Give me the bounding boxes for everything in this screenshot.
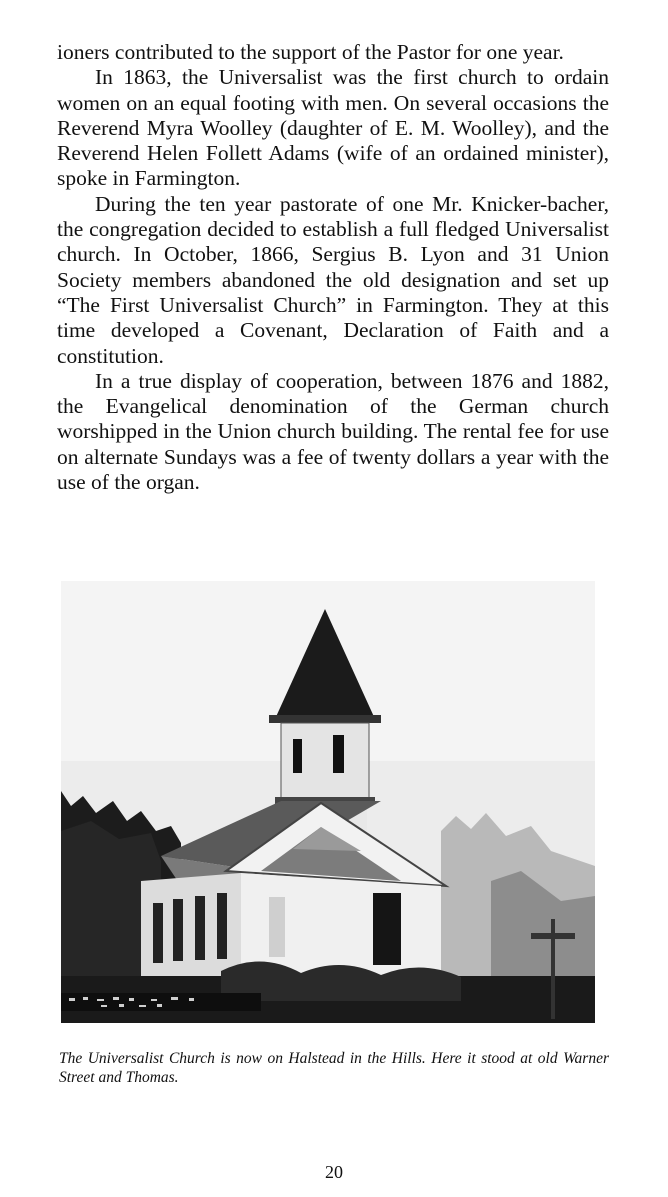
paragraph-2: In 1863, the Universalist was the first church to ordain women on an equal footing with men. On several occasions the Reverend Myra Woolley (daughter of E. M. Woolley), and the Reverend Helen Follett Adams (wife of an ordained minister), spoke in Farmington.	[57, 65, 609, 191]
paragraph-4: In a true display of cooperation, between 1876 and 1882, the Evangelical denomination of the German church worshipped in the Union church building. The rental fee for use on alternate Sundays was a fee of twenty dollars a year with the use of the organ.	[57, 368, 609, 495]
church-door	[373, 893, 401, 965]
body-text	[57, 40, 609, 495]
paragraph-1: ioners contributed to the support of the Pastor for one year.	[57, 40, 564, 64]
church-photo-drawing	[61, 581, 595, 1023]
church-photo	[61, 581, 595, 1023]
photo-caption: The Universalist Church is now on Halstead in the Hills. Here it stood at old Warner Street and Thomas.	[59, 1050, 609, 1086]
page-number: 20	[325, 1162, 343, 1182]
paragraph-3: During the ten year pastorate of one Mr. Knicker-bacher, the congregation decided to establish a full fledged Universalist church. In October, 1866, Sergius B. Lyon and 31 Union Society members abandoned the old designation and set up “The First Universalist Church” in Farmington. They at this time developed a Covenant, Declaration of Faith and a constitution.	[57, 191, 609, 368]
